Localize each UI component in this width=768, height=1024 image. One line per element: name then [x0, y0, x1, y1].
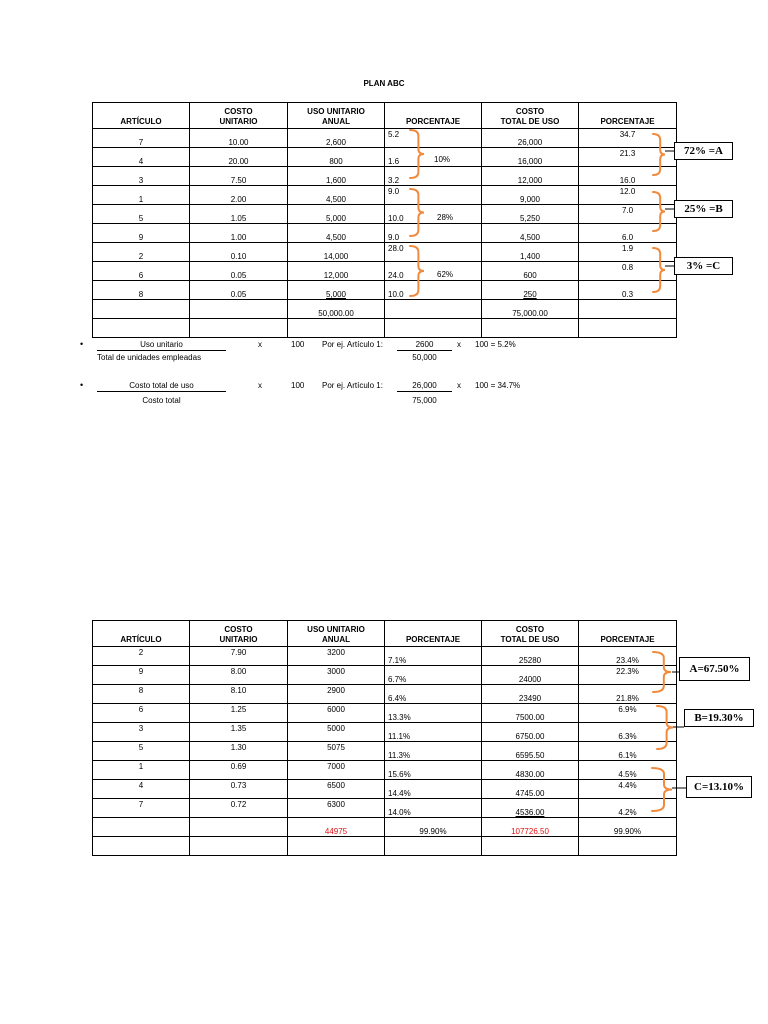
- header-uso-unitario-anual: USO UNITARIO ANUAL: [288, 621, 385, 647]
- formula-2-denominator: Costo total: [142, 396, 181, 405]
- formula-2-example-x: x: [457, 381, 461, 390]
- cell-porcentaje-2: 7.0: [621, 206, 634, 215]
- header-porcentaje-2: PORCENTAJE: [579, 103, 677, 129]
- cell-porcentaje-2: 23.4%: [616, 656, 639, 665]
- cell-porcentaje: 13.3%: [388, 713, 411, 722]
- cell-porcentaje-2: 4.2%: [618, 808, 637, 817]
- cell-uso-anual: 2,600: [325, 138, 347, 147]
- cell-porcentaje-2: 12.0: [619, 187, 636, 196]
- formula-1-x: x: [258, 340, 262, 349]
- header-porcentaje: PORCENTAJE: [385, 621, 482, 647]
- cell-porcentaje-2: 4.5%: [618, 770, 637, 779]
- cell-uso-anual: 800: [329, 157, 343, 166]
- table-row: [93, 224, 677, 243]
- table-total-row: [93, 300, 677, 319]
- cell-porcentaje-2: 21.3: [619, 149, 636, 158]
- formula-1-numerator: Uso unitario: [140, 340, 183, 349]
- cell-uso-anual: 1,600: [325, 176, 347, 185]
- cell-costo-unitario: 1.30: [230, 743, 247, 752]
- bullet-2: •: [80, 380, 84, 390]
- formula-2-result: 100 = 34.7%: [475, 381, 521, 390]
- class-a-label: 72% =A: [674, 142, 733, 160]
- cell-costo-unitario: 1.35: [230, 724, 247, 733]
- header-porcentaje-2: PORCENTAJE: [579, 621, 677, 647]
- table-total-row: [93, 818, 677, 837]
- table-row: [93, 129, 677, 148]
- table-empty-row: [93, 319, 677, 338]
- cell-articulo: 8: [138, 686, 144, 695]
- table-row: [93, 704, 677, 723]
- cell-porcentaje: 6.7%: [388, 675, 407, 684]
- total-pct-2: 99.90%: [613, 827, 642, 836]
- table-row: [93, 167, 677, 186]
- group-pct-b: 28%: [437, 213, 454, 222]
- table-row: [93, 799, 677, 818]
- cell-costo-total: 6750.00: [515, 732, 545, 741]
- table-row: [93, 780, 677, 799]
- cell-costo-unitario: 8.00: [230, 667, 247, 676]
- cell-articulo: 5: [138, 743, 144, 752]
- cell-costo-total: 4745.00: [515, 789, 545, 798]
- header-costo-unitario: COSTO UNITARIO: [190, 621, 288, 647]
- cell-porcentaje: 6.4%: [388, 694, 407, 703]
- cell-uso-anual: 6500: [327, 781, 345, 790]
- total-uso: 50,000.00: [318, 309, 354, 318]
- cell-costo-unitario: 7.90: [230, 648, 247, 657]
- cell-costo-total: 4536.00: [515, 808, 545, 817]
- table-row: [93, 205, 677, 224]
- cell-porcentaje-2: 34.7: [619, 130, 636, 139]
- cell-uso-anual: 5075: [327, 743, 345, 752]
- cell-costo-total: 25280: [518, 656, 542, 665]
- cell-articulo: 9: [138, 233, 144, 242]
- cell-porcentaje-2: 16.0: [619, 176, 636, 185]
- cell-uso-anual: 14,000: [323, 252, 349, 261]
- table-row: [93, 148, 677, 167]
- class-c-label: C=13.10%: [686, 776, 752, 798]
- cell-articulo: 6: [138, 705, 144, 714]
- table-row: [93, 281, 677, 300]
- total-costo: 107726.50: [511, 827, 549, 836]
- cell-costo-unitario: 20.00: [228, 157, 249, 166]
- cell-porcentaje: 15.6%: [388, 770, 411, 779]
- cell-costo-total: 23490: [518, 694, 542, 703]
- cell-uso-anual: 6300: [327, 800, 345, 809]
- group-pct-c: 62%: [437, 270, 454, 279]
- cell-articulo: 6: [138, 271, 144, 280]
- cell-costo-unitario: 0.05: [230, 271, 247, 280]
- table-row: [93, 243, 677, 262]
- cell-uso-anual: 6000: [327, 705, 345, 714]
- class-b-label: 25% =B: [674, 200, 733, 218]
- formula-2-example-den: 75,000: [412, 396, 437, 405]
- cell-articulo: 1: [138, 195, 144, 204]
- cell-porcentaje-2: 6.9%: [618, 705, 637, 714]
- cell-porcentaje: 9.0: [388, 187, 400, 196]
- cell-articulo: 5: [138, 214, 144, 223]
- cell-porcentaje: 11.1%: [388, 732, 411, 741]
- formula-1-example-x: x: [457, 340, 461, 349]
- cell-articulo: 1: [138, 762, 144, 771]
- formula-2-100: 100: [291, 381, 305, 390]
- cell-costo-unitario: 2.00: [230, 195, 247, 204]
- cell-porcentaje: 1.6: [388, 157, 400, 166]
- cell-articulo: 7: [138, 800, 144, 809]
- cell-uso-anual: 3000: [327, 667, 345, 676]
- cell-costo-unitario: 0.72: [230, 800, 247, 809]
- formula-2-x: x: [258, 381, 262, 390]
- formula-2-numerator: Costo total de uso: [129, 381, 194, 390]
- page-title: PLAN ABC: [363, 79, 405, 88]
- cell-costo-unitario: 8.10: [230, 686, 247, 695]
- cell-costo-total: 24000: [518, 675, 542, 684]
- formula-2-example-num: 26,000: [412, 381, 437, 390]
- cell-porcentaje: 14.0%: [388, 808, 411, 817]
- cell-uso-anual: 4,500: [325, 233, 347, 242]
- cell-porcentaje-2: 22.3%: [616, 667, 639, 676]
- formula-1-example: Por ej. Artículo 1:: [322, 340, 383, 349]
- table-row: [93, 723, 677, 742]
- cell-articulo: 4: [138, 781, 144, 790]
- cell-uso-anual: 5,000: [325, 290, 347, 299]
- cell-articulo: 4: [138, 157, 144, 166]
- cell-porcentaje-2: 1.9: [621, 244, 634, 253]
- cell-porcentaje: 14.4%: [388, 789, 411, 798]
- header-articulo: ARTÍCULO: [93, 103, 190, 129]
- header-uso-unitario-anual: USO UNITARIO ANUAL: [288, 103, 385, 129]
- cell-porcentaje-2: 0.8: [621, 263, 634, 272]
- cell-articulo: 8: [138, 290, 144, 299]
- cell-costo-unitario: 7.50: [230, 176, 247, 185]
- cell-porcentaje: 5.2: [388, 130, 400, 139]
- class-c-label: 3% =C: [674, 257, 733, 275]
- cell-articulo: 2: [138, 648, 144, 657]
- cell-porcentaje: 3.2: [388, 176, 400, 185]
- cell-costo-total: 9,000: [519, 195, 541, 204]
- header-costo-total-uso: COSTO TOTAL DE USO: [482, 621, 579, 647]
- cell-articulo: 3: [138, 724, 144, 733]
- formula-1-100: 100: [291, 340, 305, 349]
- cell-costo-unitario: 0.05: [230, 290, 247, 299]
- cell-porcentaje: 9.0: [388, 233, 400, 242]
- header-porcentaje: PORCENTAJE: [385, 103, 482, 129]
- table-row: [93, 761, 677, 780]
- table-row: [93, 262, 677, 281]
- formula-1-example-num: 2600: [415, 340, 434, 349]
- cell-costo-total: 5,250: [519, 214, 541, 223]
- cell-porcentaje: 10.0: [388, 290, 404, 299]
- cell-porcentaje: 24.0: [388, 271, 404, 280]
- formula-2-example-line: [397, 391, 452, 392]
- total-uso: 44975: [324, 827, 348, 836]
- cell-uso-anual: 5000: [327, 724, 345, 733]
- cell-porcentaje: 11.3%: [388, 751, 411, 760]
- cell-costo-total: 26,000: [517, 138, 543, 147]
- cell-articulo: 7: [138, 138, 144, 147]
- cell-costo-unitario: 0.10: [230, 252, 247, 261]
- cell-costo-total: 600: [523, 271, 537, 280]
- total-pct: 99.90%: [419, 827, 447, 836]
- group-pct-a: 10%: [434, 155, 451, 164]
- cell-articulo: 3: [138, 176, 144, 185]
- cell-costo-total: 7500.00: [515, 713, 545, 722]
- formula-1-line: [97, 350, 226, 351]
- cell-uso-anual: 4,500: [325, 195, 347, 204]
- cell-costo-unitario: 1.05: [230, 214, 247, 223]
- cell-costo-unitario: 10.00: [228, 138, 249, 147]
- cell-uso-anual: 12,000: [323, 271, 349, 280]
- formula-1-example-line: [397, 350, 452, 351]
- cell-costo-unitario: 0.69: [230, 762, 247, 771]
- cell-costo-total: 6595.50: [515, 751, 545, 760]
- cell-porcentaje-2: 6.1%: [618, 751, 637, 760]
- cell-porcentaje: 10.0: [388, 214, 404, 223]
- cell-porcentaje: 7.1%: [388, 656, 407, 665]
- class-a-label: A=67.50%: [679, 657, 750, 681]
- cell-costo-total: 16,000: [517, 157, 543, 166]
- formula-2-example: Por ej. Artículo 1:: [322, 381, 383, 390]
- cell-costo-total: 250: [523, 290, 537, 299]
- cell-uso-anual: 7000: [327, 762, 345, 771]
- bullet-1: •: [80, 339, 84, 349]
- header-costo-unitario: COSTO UNITARIO: [190, 103, 288, 129]
- cell-articulo: 2: [138, 252, 144, 261]
- formula-1-result: 100 = 5.2%: [475, 340, 516, 349]
- cell-uso-anual: 3200: [327, 648, 345, 657]
- cell-costo-total: 4,500: [519, 233, 541, 242]
- table-row: [93, 647, 677, 666]
- header-costo-total-uso: COSTO TOTAL DE USO: [482, 103, 579, 129]
- cell-costo-unitario: 0.73: [230, 781, 247, 790]
- cell-costo-total: 12,000: [517, 176, 543, 185]
- formula-1-denominator: Total de unidades empleadas: [97, 353, 202, 362]
- cell-uso-anual: 5,000: [325, 214, 347, 223]
- table-row: [93, 685, 677, 704]
- cell-articulo: 9: [138, 667, 144, 676]
- cell-costo-total: 1,400: [519, 252, 541, 261]
- cell-porcentaje-2: 4.4%: [618, 781, 637, 790]
- table-row: [93, 742, 677, 761]
- abc-table-2: [92, 620, 677, 856]
- formula-1-example-den: 50,000: [412, 353, 437, 362]
- abc-table-1: [92, 102, 677, 338]
- header-articulo: ARTÍCULO: [93, 621, 190, 647]
- table-row: [93, 666, 677, 685]
- total-costo: 75,000.00: [512, 309, 548, 318]
- cell-costo-total: 4830.00: [515, 770, 545, 779]
- cell-porcentaje-2: 21.8%: [616, 694, 639, 703]
- cell-costo-unitario: 1.25: [230, 705, 247, 714]
- cell-porcentaje-2: 6.0: [621, 233, 634, 242]
- cell-porcentaje: 28.0: [388, 244, 404, 253]
- cell-costo-unitario: 1.00: [230, 233, 247, 242]
- table-row: [93, 186, 677, 205]
- cell-porcentaje-2: 0.3: [621, 290, 634, 299]
- class-b-label: B=19.30%: [684, 709, 754, 727]
- cell-uso-anual: 2900: [327, 686, 345, 695]
- formula-2-line: [97, 391, 226, 392]
- cell-porcentaje-2: 6.3%: [618, 732, 637, 741]
- table-empty-row: [93, 837, 677, 856]
